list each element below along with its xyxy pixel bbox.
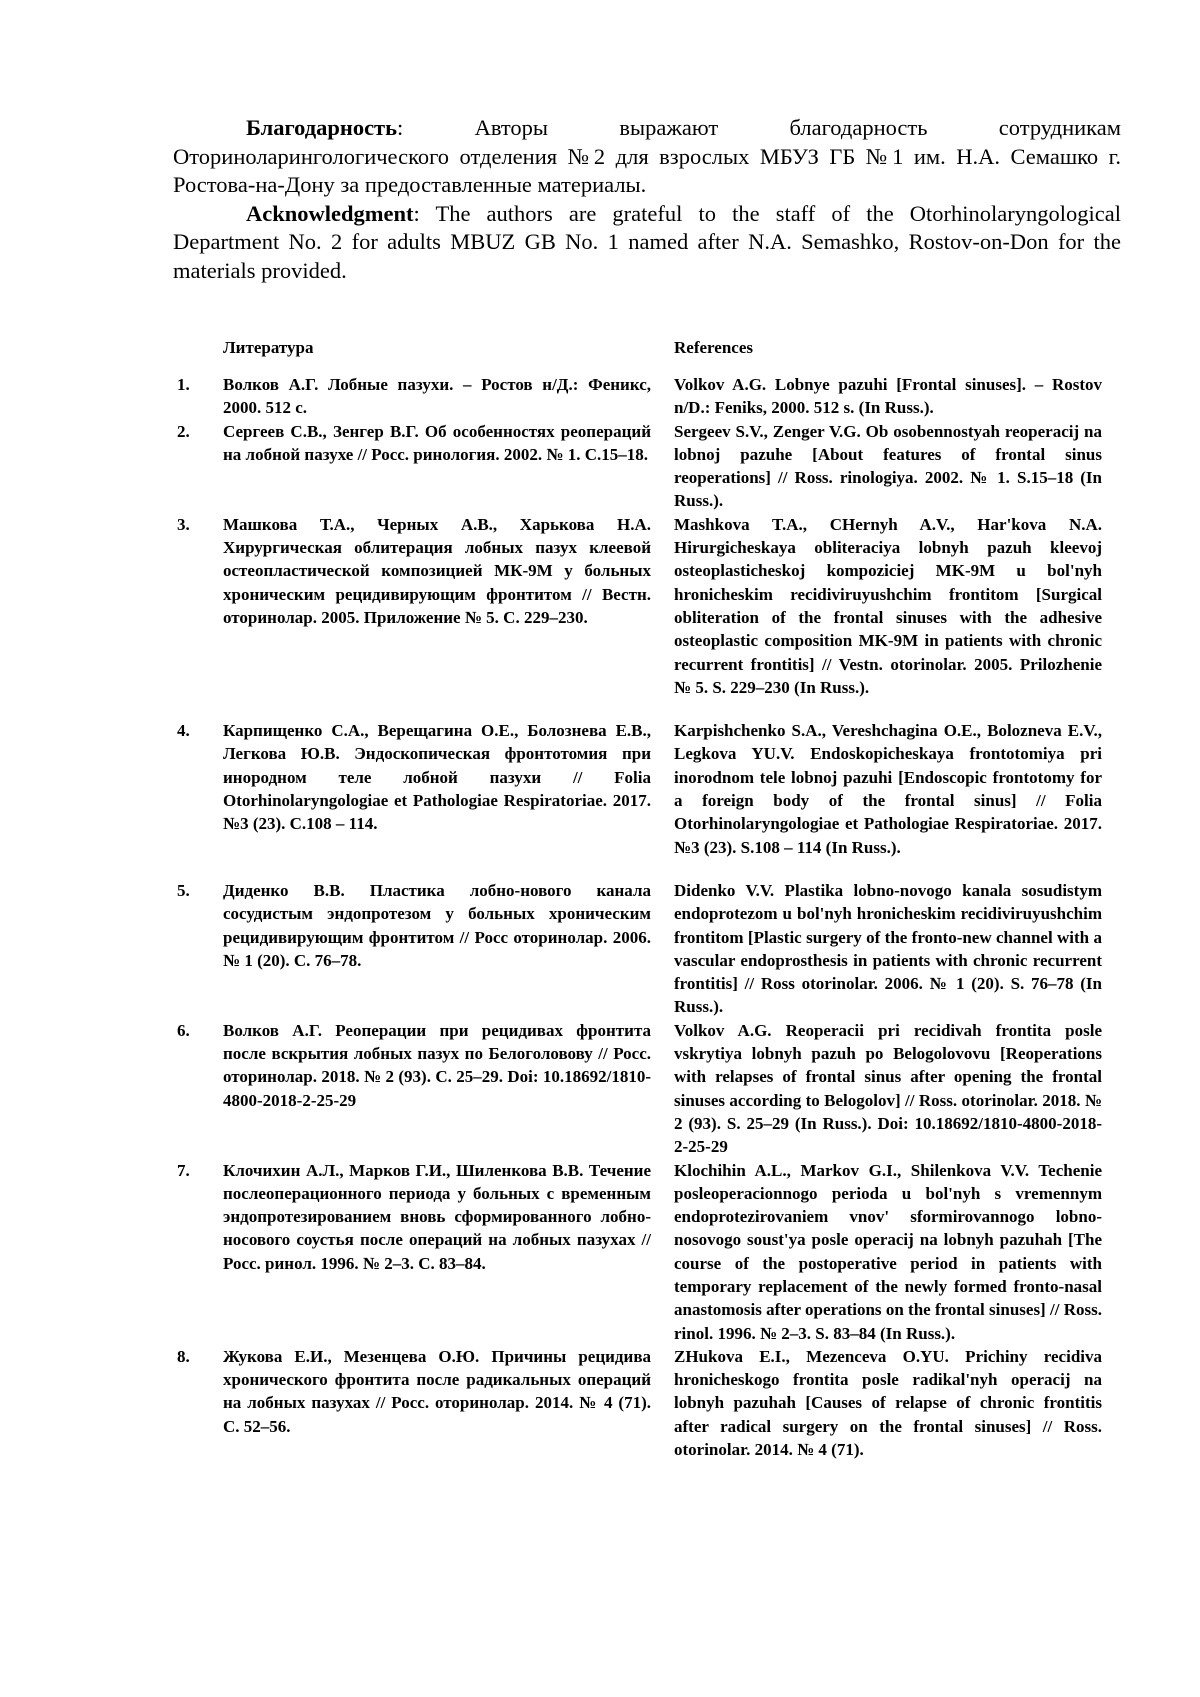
reference-ru: Карпищенко С.А., Верещагина О.Е., Болознева Е.В., Легкова Ю.В. Эндоскопическая фронтотомия при инородном теле лобной пазухи // Folia Otorhinolaryngologiae et Pathologiae Respiratoriae. 2017. №3 (23). С.108 – 114.: [223, 721, 651, 834]
reference-en: Karpishchenko S.A., Vereshchagina O.E., Bolozneva E.V., Legkova YU.V. Endoskopicheskaya frontotomiya pri inorodnom tele lobnoj pazuhi [Endoscopic frontotomy for a foreign body of the frontal sinus] // Folia Otorhinolaryngologiae et Pathologiae Respiratoriae. 2017. №3 (23). S.108 – 114 (In Russ.).: [674, 721, 1102, 857]
acknowledgment-en-label: Acknowledgment: [246, 200, 414, 226]
reference-row: [173, 1019, 1113, 1159]
references-section: [173, 336, 1113, 1461]
acknowledgment-ru-text: : Авторы выражают благодарность сотрудникам Оториноларингологического отделения №2 для взрослых МБУЗ ГБ №1 им. Н.А. Семашко г. Ростова-на-Дону за предоставленные материалы.: [173, 115, 1121, 197]
reference-number: 5.: [177, 880, 190, 900]
reference-ru: Клочихин А.Л., Марков Г.И., Шиленкова В.В. Течение послеоперационного периода у больных с временным эндопротезированием вновь сформированного лобно-носового соустья после операций на лобных пазухах // Росс. ринол. 1996. № 2–3. С. 83–84.: [223, 1160, 651, 1273]
references-heading-row: [173, 336, 1113, 371]
reference-row: [173, 1159, 1113, 1345]
reference-number: 7.: [177, 1160, 190, 1180]
reference-en: Sergeev S.V., Zenger V.G. Ob osobennostyah reoperacij na lobnoj pazuhe [About features of frontal sinus reoperations] // Ross. rinologiya. 2002. № 1. S.15–18 (In Russ.).: [674, 421, 1102, 511]
reference-en: Didenko V.V. Plastika lobno-novogo kanala sosudistym endoprotezom u bol'nyh hronicheskim recidiviruyushchim frontitom [Plastic surgery of the fronto-new channel with a vascular endoprosthesis in patients with chronic recurrent frontitis] // Ross otorinolar. 2006. № 1 (20). S. 76–78 (In Russ.).: [674, 880, 1102, 1017]
reference-en: Mashkova T.A., CHernyh A.V., Har'kova N.A. Hirurgicheskaya obliteraciya lobnyh pazuh kleevoj osteoplasticheskoj kompoziciej MK-9M u bol'nyh hronicheskim recidiviruyushchim frontitom [Surgical obliteration of the frontal sinuses with the adhesive osteoplastic composition MK-9M in patients with chronic recurrent frontitis] // Vestn. otorinolar. 2005. Prilozhenie № 5. S. 229–230 (In Russ.).: [674, 514, 1102, 697]
references-heading-en: References: [674, 338, 753, 357]
reference-row: [173, 1345, 1113, 1461]
reference-en: Volkov A.G. Reoperacii pri recidivah frontita posle vskrytiya lobnyh pazuh po Belogolovovu [Reoperations with relapses of frontal sinus after opening the frontal sinuses according to Belogolov] // Ross. otorinolar. 2018. № 2 (93). S. 25–29 (In Russ.). Doi: 10.18692/1810-4800-2018-2-25-29: [674, 1020, 1102, 1157]
reference-en: Klochihin A.L., Markov G.I., Shilenkova V.V. Techenie posleoperacionnogo perioda u bol'nyh s vremennym endoprotezirovaniem vnov' sformirovannogo lobno-nosovogo soust'ya posle operacij na lobnyh pazuhah [The course of the postoperative period in patients with temporary replacement of the newly formed fronto-nasal anastomosis after operations on the frontal sinuses] // Ross. rinol. 1996. № 2–3. S. 83–84 (In Russ.).: [674, 1160, 1102, 1343]
reference-en: ZHukova E.I., Mezenceva O.YU. Prichiny recidiva hronicheskogo frontita posle radikal'nyh operacij na lobnyh pazuhah [Causes of relapse of chronic frontitis after radical surgery on the frontal sinuses] // Ross. otorinolar. 2014. № 4 (71).: [674, 1346, 1102, 1460]
reference-row: [173, 513, 1113, 699]
reference-ru: Диденко В.В. Пластика лобно-нового канала сосудистым эндопротезом у больных хроническим рецидивирующим фронтитом // Росс оторинолар. 2006. № 1 (20). С. 76–78.: [223, 880, 651, 970]
reference-ru: Жукова Е.И., Мезенцева О.Ю. Причины рецидива хронического фронтита после радикальных операций на лобных пазухах // Росс. оторинолар. 2014. № 4 (71). С. 52–56.: [223, 1346, 651, 1436]
reference-ru: Волков А.Г. Реоперации при рецидивах фронтита после вскрытия лобных пазух по Белоголовову // Росс. оторинолар. 2018. № 2 (93). С. 25–29. Doi: 10.18692/1810-4800-2018-2-25-29: [223, 1020, 651, 1110]
reference-number: 1.: [177, 375, 190, 394]
reference-ru: Сергеев С.В., Зенгер В.Г. Об особенностях реопераций на лобной пазухе // Росс. ринология. 2002. № 1. С.15–18.: [223, 421, 651, 464]
reference-en: Volkov A.G. Lobnye pazuhi [Frontal sinuses]. – Rostov n/D.: Feniks, 2000. 512 s. (In Russ.).: [674, 375, 1102, 418]
reference-number: 6.: [177, 1020, 190, 1040]
reference-ru: Машкова Т.А., Черных А.В., Харькова Н.А. Хирургическая облитерация лобных пазух клеевой остеопластической композицией МК-9М у больных хроническим рецидивирующим фронтитом // Вестн. оторинолар. 2005. Приложение № 5. С. 229–230.: [223, 514, 651, 627]
reference-number: 8.: [177, 1346, 190, 1366]
reference-ru: Волков А.Г. Лобные пазухи. – Ростов н/Д.: Феникс, 2000. 512 с.: [223, 375, 651, 418]
reference-row: [173, 879, 1113, 1019]
reference-number: 2.: [177, 421, 190, 441]
reference-row: [173, 420, 1113, 513]
acknowledgment-en: [173, 200, 1121, 286]
reference-number: 3.: [177, 514, 190, 534]
acknowledgment-ru-label: Благодарность: [246, 115, 398, 140]
reference-row: [173, 373, 1113, 420]
acknowledgment-ru: [173, 114, 1121, 200]
acknowledgment-en-text: : The authors are grateful to the staff of the Otorhinolaryngological Department No. 2 for adults MBUZ GB No. 1 named after N.A. Semashko, Rostov-on-Don for the materials provided.: [173, 200, 1121, 283]
acknowledgment-section: [173, 114, 1121, 285]
references-heading-ru: Литература: [223, 338, 314, 357]
reference-number: 4.: [177, 721, 190, 741]
reference-row: [173, 719, 1113, 859]
